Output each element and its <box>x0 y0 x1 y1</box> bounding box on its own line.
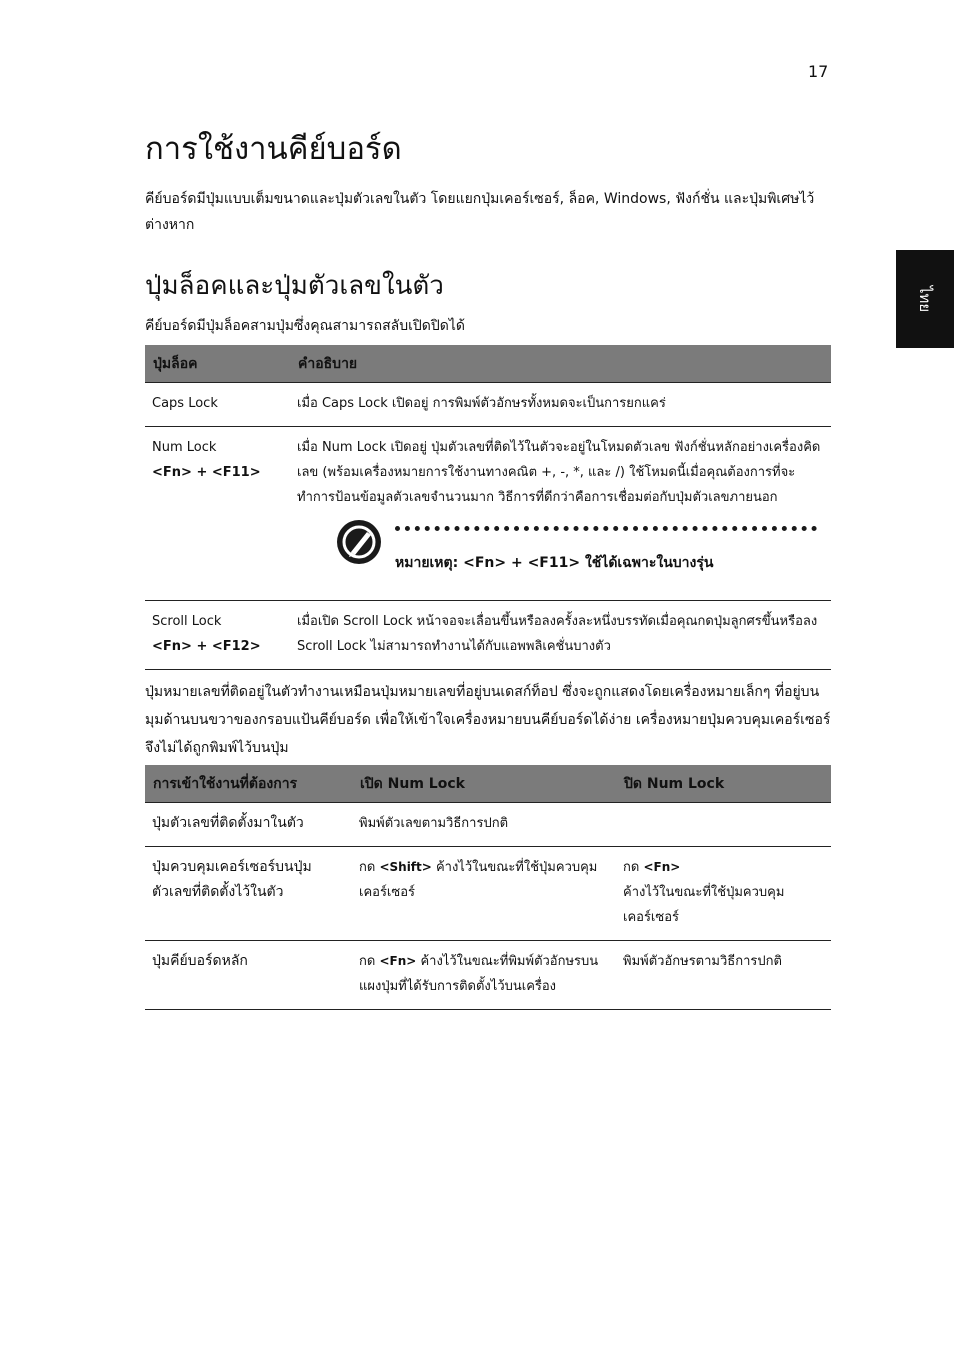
cell-text: พิมพ์ตัวอักษรตามวิธีการปกติ <box>623 954 782 969</box>
cell-text: ค้างไว้ในขณะที่ใช้ปุ่มควบคุมเคอร์เซอร์ <box>359 860 598 900</box>
header-desired-access: การเข้าใช้งานที่ต้องการ <box>145 765 352 803</box>
description-text: เมื่อ Num Lock เปิดอยู่ ปุ่มตัวเลขที่ติดไว้ในตัวจะอยู่ในโหมดตัวเลข ฟังก์ชั่นหลักอย่างเครื่องคิดเลข (พร้อมเครื่องหมายการใช้งานทางคณิต +, -, *, และ /) ใช้โหมดนี้เมื่อคุณต้องการที่จะทำการป้อนข้อมูลตัวเลขจำนวนมาก วิธีการที่ดีกว่าคือการเชื่อมต่อกับปุ่มตัวเลขภายนอก <box>297 440 821 505</box>
key-label: <Shift> <box>379 860 432 874</box>
page-number: 17 <box>808 62 829 81</box>
table-row <box>145 847 831 941</box>
header-numlock-on: เปิด Num Lock <box>352 765 616 803</box>
key-cell <box>145 427 290 601</box>
access-cell: ปุ่มตัวเลขที่ติดตั้งมาในตัว <box>145 803 352 847</box>
description-cell: เมื่อเปิด Scroll Lock หน้าจอจะเลื่อนขึ้นหรือลงครั้งละหนึ่งบรรทัดเมื่อคุณกดปุ่มลูกศรขึ้นหรือลง Scroll Lock ไม่สามารถทำงานได้กับแอพพลิเคชั่นบางตัว <box>290 601 831 670</box>
key-cell <box>145 601 290 670</box>
lock-keys-table <box>145 345 831 670</box>
note-box <box>297 520 824 590</box>
cell-text: ค้างไว้ในขณะที่ใช้ปุ่มควบคุมเคอร์เซอร์ <box>623 885 785 925</box>
numlock-on-cell <box>352 803 616 847</box>
header-lock-key: ปุ่มล็อค <box>145 345 290 383</box>
numlock-mode-table <box>145 765 831 1010</box>
key-name: Num Lock <box>152 440 217 455</box>
table-header-row <box>145 765 831 803</box>
access-cell: ปุ่มคีย์บอร์ดหลัก <box>145 941 352 1010</box>
cell-text: กด <box>359 860 380 875</box>
note-pen-icon <box>337 520 381 564</box>
table-row <box>145 383 831 427</box>
cell-text: กด <box>359 954 380 969</box>
key-name: Scroll Lock <box>152 614 222 629</box>
key-label: <Fn> <box>379 954 417 968</box>
note-text: หมายเหตุ: <Fn> + <F11> ใช้ได้เฉพาะในบางรุ่น <box>395 555 714 571</box>
page-title: การใช้งานคีย์บอร์ด <box>145 131 402 167</box>
header-description: คำอธิบาย <box>290 345 831 383</box>
table-row <box>145 427 831 601</box>
lock-table-lead: คีย์บอร์ดมีปุ่มล็อคสามปุ่มซึ่งคุณสามารถสลับเปิดปิดได้ <box>145 318 465 334</box>
cell-text: กด <box>623 860 644 875</box>
numlock-on-cell <box>352 847 616 941</box>
note-divider <box>395 526 817 531</box>
key-cell <box>145 383 290 427</box>
key-label: <Fn> <box>643 860 681 874</box>
numlock-off-cell <box>616 941 831 1010</box>
key-shortcut: <Fn> + <F12> <box>152 639 261 654</box>
table-header-row <box>145 345 831 383</box>
intro-paragraph: คีย์บอร์ดมีปุ่มแบบเต็มขนาดและปุ่มตัวเลขในตัว โดยแยกปุ่มเคอร์เซอร์, ล็อค, Windows, ฟังก์ชั่น และปุ่มพิเศษไว้ต่างหาก <box>145 191 815 233</box>
section-title: ปุ่มล็อคและปุ่มตัวเลขในตัว <box>145 271 444 301</box>
header-numlock-off: ปิด Num Lock <box>616 765 831 803</box>
description-cell: เมื่อ Caps Lock เปิดอยู่ การพิมพ์ตัวอักษรทั้งหมดจะเป็นการยกแคร่ <box>290 383 831 427</box>
language-tab-label: ไทย <box>916 285 934 313</box>
table-row <box>145 941 831 1010</box>
key-shortcut: <Fn> + <F11> <box>152 465 261 480</box>
table-row <box>145 803 831 847</box>
cell-text: พิมพ์ตัวเลขตามวิธีการปกติ <box>359 816 509 831</box>
key-name: Caps Lock <box>152 396 218 411</box>
numlock-off-cell <box>616 847 831 941</box>
numlock-off-cell <box>616 803 831 847</box>
access-cell: ปุ่มควบคุมเคอร์เซอร์บนปุ่มตัวเลขที่ติดตั้งไว้ในตัว <box>145 847 352 941</box>
note-body <box>395 520 817 576</box>
table-row <box>145 601 831 670</box>
numlock-on-cell <box>352 941 616 1010</box>
cell-text: ค้างไว้ในขณะที่พิมพ์ตัวอักษรบนแผงปุ่มที่ได้รับการติดตั้งไว้บนเครื่อง <box>359 954 599 994</box>
description-cell <box>290 427 831 601</box>
keypad-paragraph: ปุ่มหมายเลขที่ติดอยู่ในตัวทำงานเหมือนปุ่มหมายเลขที่อยู่บนเดสก์ท็อป ซึ่งจะถูกแสดงโดยเครื่องหมายเล็กๆ ที่อยู่บนมุมด้านบนขวาของกรอบแป้นคีย์บอร์ด เพื่อให้เข้าใจเครื่องหมายบนคีย์บอร์ดได้ง่าย เครื่องหมายปุ่มควบคุมเคอร์เซอร์จึงไม่ได้ถูกพิมพ์ไว้บนปุ่ม <box>145 684 831 756</box>
language-tab <box>896 250 954 348</box>
